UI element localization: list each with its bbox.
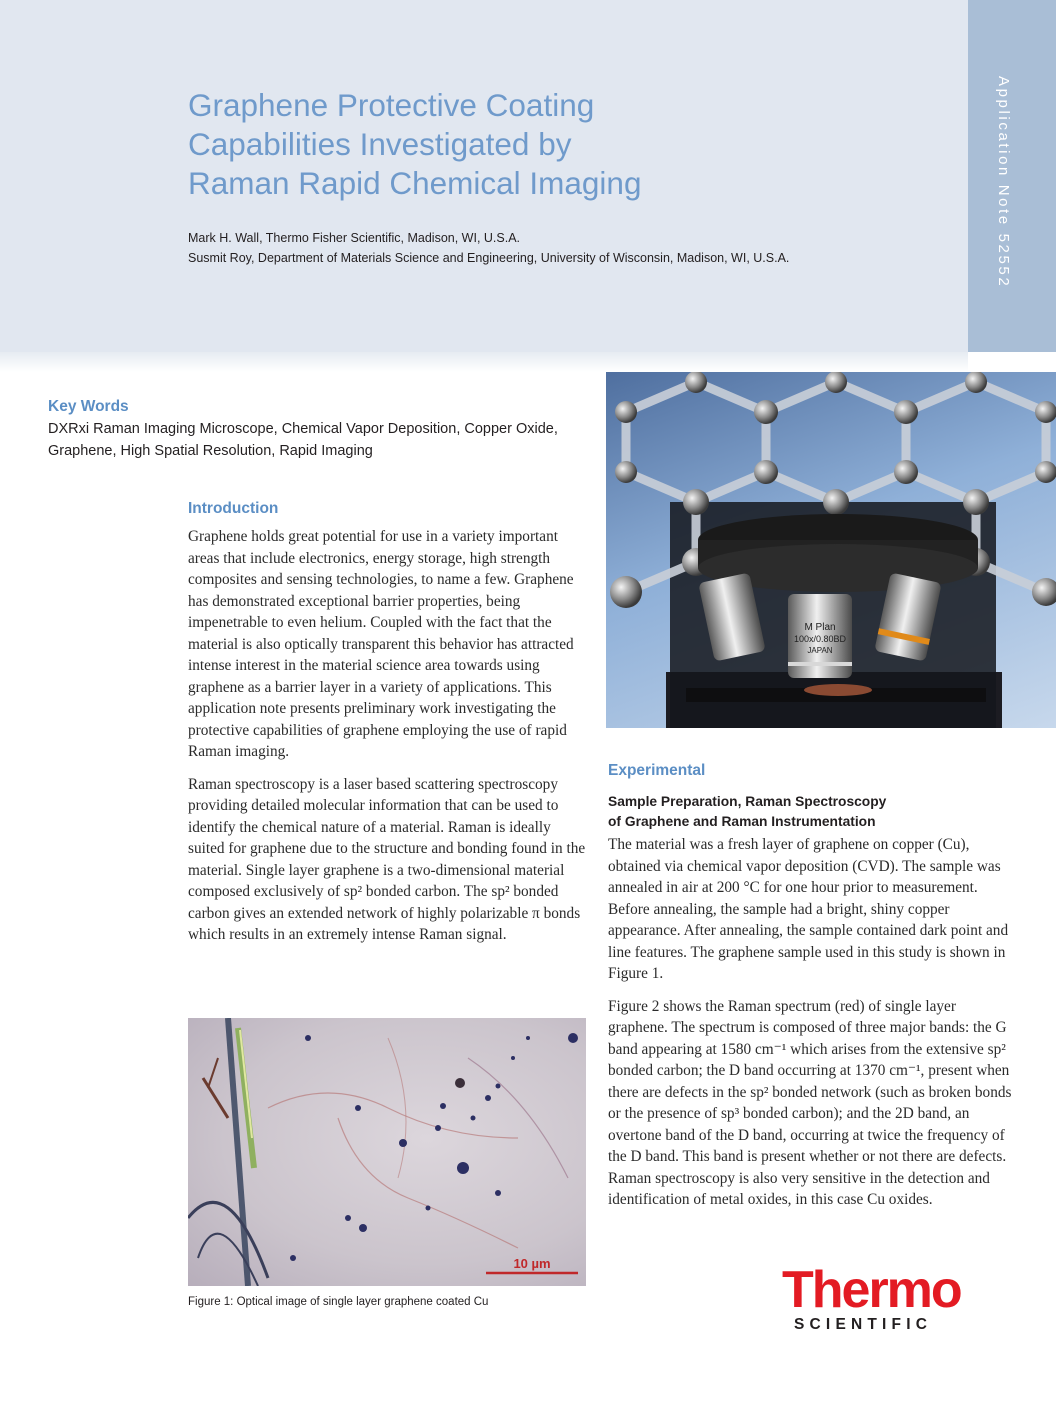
objective-label: 100x/0.80BD bbox=[793, 634, 847, 644]
key-words-section bbox=[48, 398, 588, 462]
experimental-section bbox=[608, 762, 1012, 1211]
title-line: Graphene Protective Coating bbox=[188, 87, 595, 123]
logo-wordmark: Thermo bbox=[782, 1261, 961, 1319]
key-words-text: DXRxi Raman Imaging Microscope, Chemical Vapor Deposition, Copper Oxide, Graphene, High Spatial Resolution, Rapid Imaging bbox=[48, 421, 558, 459]
figure1-optical-image bbox=[188, 1018, 586, 1286]
application-note-label: Application Note 52552 bbox=[995, 76, 1012, 289]
experimental-heading: Experimental bbox=[608, 762, 706, 779]
experimental-paragraph: Figure 2 shows the Raman spectrum (red) of single layer graphene. The spectrum is composed of three major bands: the G band appearing at 1580 cm⁻¹ which arises from the extensive sp² bonded carbon; the D band occurring at 1370 cm⁻¹, present when there are defects in the sp² bonded network (such as broken bonds or the presence of sp³ bonded carbon); and the 2D band, an overtone band of the D band, occurring at twice the frequency of the D band. This band is present whether or not there are defects. Raman spectroscopy is also very sensitive in the detection and identification of metal oxides, in this case Cu oxides. bbox=[608, 997, 1012, 1208]
introduction-paragraph: Graphene holds great potential for use in a variety important areas that include electronics, energy storage, high strength composites and sensing technologies, to name a few. Graphene has demonstrated exceptional barrier properties, being impenetrable to even helium. Coupled with the fact that the material is also optically transparent this behavior has attracted intense interest in the material science area towards using graphene as a barrier layer in a variety of applications. This application note presents preliminary work investigating the protective capabilities of graphene employing the use of rapid Raman imaging. bbox=[188, 528, 574, 760]
subheading-line: of Graphene and Raman Instrumentation bbox=[608, 814, 876, 829]
scale-bar-label: 10 µm bbox=[513, 1256, 551, 1271]
figure1-image-art bbox=[188, 1018, 586, 1286]
key-words-heading: Key Words bbox=[48, 398, 129, 415]
objective-label: M Plan bbox=[804, 622, 836, 633]
header-fade bbox=[0, 352, 968, 372]
introduction-heading: Introduction bbox=[188, 500, 279, 517]
side-band bbox=[968, 0, 1056, 352]
microscope-photo bbox=[606, 372, 1056, 728]
introduction-paragraph: Raman spectroscopy is a laser based scattering spectroscopy providing detailed molecular information that can be used to identify the chemical nature of a material. Raman is ideally suited for graphene due to the structure and bonding found in the material. Single layer graphene is a two-dimensional material composed exclusively of sp² bonded carbon. The sp² bonded carbon gives an extended network of highly polarizable π bonds which results in an extremely intense Raman signal. bbox=[188, 775, 586, 943]
thermo-scientific-logo bbox=[782, 1262, 982, 1334]
subheading-line: Sample Preparation, Raman Spectroscopy bbox=[608, 794, 887, 809]
title-line: Capabilities Investigated by bbox=[188, 126, 572, 162]
experimental-paragraph: The material was a fresh layer of graphene on copper (Cu), obtained via chemical vapor deposition (CVD). The sample was annealed in air at 200 °C for one hour prior to measurement. Before annealing, the sample had a bright, shiny copper appearance. After annealing, the sample contained dark point and line features. The graphene sample used in this study is shown in Figure 1. bbox=[608, 836, 1009, 982]
introduction-section bbox=[188, 500, 590, 946]
experimental-subheading bbox=[608, 792, 1012, 832]
author-line: Susmit Roy, Department of Materials Science and Engineering, University of Wisconsin, Madison, WI, U.S.A. bbox=[188, 251, 790, 265]
logo-subtitle: SCIENTIFIC bbox=[794, 1316, 933, 1333]
microscope-photo-art bbox=[606, 372, 1056, 728]
authors bbox=[188, 228, 789, 268]
author-line: Mark H. Wall, Thermo Fisher Scientific, Madison, WI, U.S.A. bbox=[188, 231, 521, 245]
objective-label: JAPAN bbox=[807, 646, 833, 655]
title-line: Raman Rapid Chemical Imaging bbox=[188, 165, 642, 201]
figure1-caption: Figure 1: Optical image of single layer graphene coated Cu bbox=[188, 1296, 489, 1308]
page-title bbox=[188, 86, 788, 203]
